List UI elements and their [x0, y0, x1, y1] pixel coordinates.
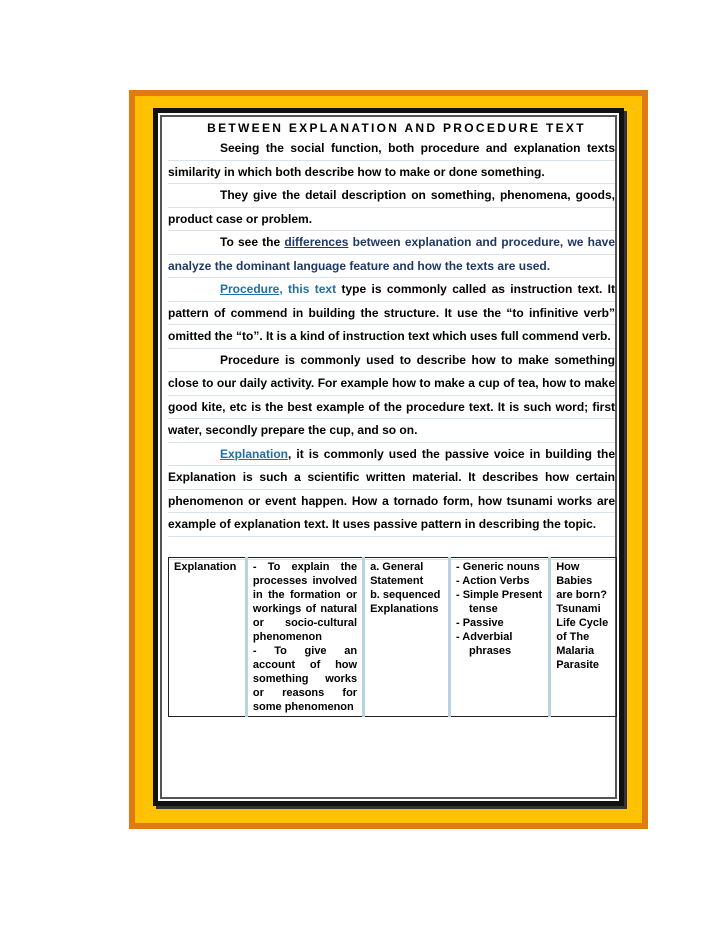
feature-present: - Simple Present — [455, 589, 543, 601]
example-3: Life Cycle of The Malaria Parasite — [556, 617, 609, 671]
para6-line2: Explanation is such a scientific written material. It describes how certain — [168, 466, 615, 490]
para3-line2: analyze the dominant language feature and how the texts are used. — [168, 255, 615, 279]
feature-generic: - Generic nouns — [455, 561, 540, 573]
para3-text-a: To see the — [220, 235, 285, 249]
type-label: Explanation — [174, 561, 237, 573]
feature-adverbial: - Adverbial — [455, 631, 513, 643]
cell-structure — [364, 558, 450, 717]
para1-line2: similarity in which both describe how to make or done something. — [168, 161, 615, 185]
para5-line1: Procedure is commonly used to describe how to make something — [168, 349, 615, 373]
cell-features — [449, 558, 549, 717]
para1-line1: Seeing the social function, both procedure and explanation texts — [168, 137, 615, 161]
explanation-link[interactable]: Explanation — [220, 446, 289, 461]
cell-example — [550, 558, 617, 717]
feature-present-cont: tense — [468, 603, 498, 615]
para4-line3: omitted the “to”. It is a kind of instruction text which uses full commend verb. — [168, 325, 615, 349]
example-1: How Babies are born? — [556, 561, 607, 601]
document-page — [153, 108, 624, 806]
para2-line2: product case or problem. — [168, 208, 615, 232]
procedure-link[interactable]: Procedure — [220, 282, 280, 296]
para4-text-a: type is commonly called as instruction text. It — [341, 282, 615, 296]
page-title: BETWEEN EXPLANATION AND PROCEDURE TEXT — [207, 121, 586, 135]
cell-type — [169, 558, 247, 717]
para2-line1: They give the detail description on something, phenomena, goods, — [168, 184, 615, 208]
feature-adverbial-cont: phrases — [468, 645, 512, 657]
differences-link[interactable]: differences — [284, 235, 349, 249]
para5-line2: close to our daily activity. For example how to make a cup of tea, how to make — [168, 372, 615, 396]
para5-line4: water, secondly prepare the cup, and so on. — [168, 419, 615, 443]
feature-passive: - Passive — [455, 617, 504, 629]
document-body — [168, 119, 615, 560]
para3-line1 — [168, 231, 615, 255]
para6-text-a: , it is commonly used the passive voice in building the — [288, 446, 615, 461]
para3-text-b: between explanation and procedure, we have — [352, 235, 615, 249]
purpose-2: - To give an account of how something works or reasons for some phenomenon — [252, 645, 358, 713]
para6-line3: phenomenon or event happen. How a tornado form, how tsunami works are — [168, 490, 615, 514]
purpose-1: - To explain the processes involved in the formation or workings of natural or socio-cultural phenomenon — [252, 561, 358, 643]
structure-a: a. General Statement — [370, 561, 424, 587]
para4-line2: pattern of commend in building the structure. It use the “to infinitive verb” — [168, 302, 615, 326]
table-row — [169, 558, 617, 717]
para6-line4: example of explanation text. It uses passive pattern in describing the topic. — [168, 513, 615, 537]
para6-line1 — [168, 443, 615, 467]
example-2: Tsunami — [556, 603, 601, 615]
cell-purpose — [246, 558, 363, 717]
para5-line3: good kite, etc is the best example of the procedure text. It is such word; first — [168, 396, 615, 420]
feature-action: - Action Verbs — [455, 575, 530, 587]
text-type-table — [168, 557, 617, 717]
structure-b: b. sequenced Explanations — [370, 589, 441, 615]
para4-line1 — [168, 278, 615, 302]
para4-text-blue: , this text — [279, 282, 337, 296]
